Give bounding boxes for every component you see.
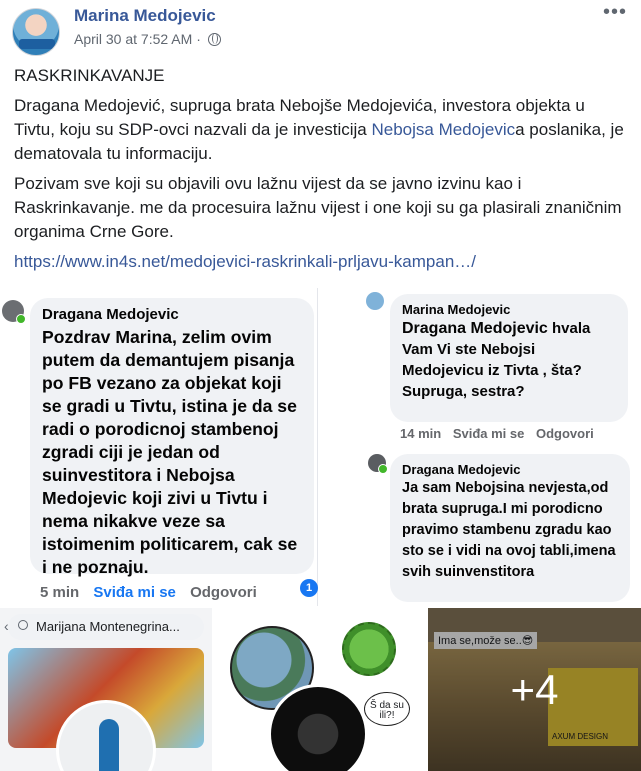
comment-bubble (30, 298, 314, 577)
post-paragraph-3: Pozivam sve koji su objavili ovu lažnu vijest da se javno izvinu kao i Raskrinkavanje. me da procesuira lažnu vijest i one koji su ga plasirali znaničnim organima Crne Gore. (14, 174, 622, 241)
like-button[interactable]: Sviđa mi se (452, 426, 525, 441)
commenter-name: Dragana Medojevic (42, 306, 179, 323)
like-button[interactable]: Sviđa mi se (93, 584, 176, 601)
reaction-badge[interactable]: 1 (300, 579, 318, 597)
virus-icon (342, 622, 396, 676)
speech-bubble: Š da su ili?! (364, 692, 410, 726)
comment-time: 14 min (400, 426, 442, 441)
commenter-avatar (2, 300, 24, 322)
post-heading: RASKRINKAVANJE (14, 66, 165, 85)
commenter-avatar (366, 292, 384, 310)
reply-button[interactable]: Odgovori (190, 584, 257, 601)
commenter-name: Dragana Medojevic (402, 462, 521, 477)
post-meta (74, 31, 221, 47)
profile-link[interactable]: Nebojsa Medojevic (371, 120, 516, 139)
comment-bubble (390, 454, 630, 602)
reply-button[interactable]: Odgovori (535, 426, 594, 441)
meta-separator: · (196, 31, 201, 47)
globe-icon[interactable] (208, 33, 221, 46)
comment-text: Dragana Medojevic hvala Vam Vi ste Nebojsi Medojevicu iz Tivta , šta? Supruga, sestra? (402, 320, 591, 400)
photo-tile-cartoon[interactable] (214, 608, 426, 771)
comment-text: Ja sam Nebojsina nevjesta,od brata supruga.I mi porodicno pravimo stambenu zgradu kao sto se i vidi na ovoj tabli,imena svih suinvenstitora (402, 480, 616, 580)
comment-bubble (390, 294, 628, 422)
profile-photo (268, 684, 368, 771)
post-timestamp[interactable]: April 30 at 7:52 AM (74, 31, 193, 47)
comment-time: 5 min (40, 584, 80, 601)
comment-screenshot-left[interactable] (0, 288, 318, 606)
photo-grid (0, 608, 641, 771)
sign-board: AXUM DESIGN (548, 668, 638, 746)
more-options-icon[interactable]: ••• (602, 1, 627, 23)
author-avatar[interactable] (12, 8, 60, 56)
commenter-name: Marina Medojevic (402, 302, 511, 317)
post-body (14, 64, 629, 280)
back-icon[interactable]: ‹ (4, 618, 9, 634)
search-bar[interactable]: ‹ Marijana Montenegrina... (8, 614, 204, 640)
search-icon (18, 620, 28, 630)
comment-actions (40, 584, 257, 601)
comment-text: Pozdrav Marina, zelim ovim putem da demantujem pisanja po FB vezano za objekat koji se gradi u Tivtu, istina je da se radi o porodicnoj stambenoj zgradi ciji je jedan od suinvestitora i Nebojsa Medojevic koji zivi u Tivtu i nema nikakve veze sa istoimenim politicarem, cak se i ne poznaju. (42, 327, 298, 577)
photo-caption: Ima se,može se..😎 (434, 632, 537, 649)
more-photos-overlay[interactable]: +4 (428, 608, 641, 771)
author-name[interactable]: Marina Medojevic (74, 6, 216, 25)
commenter-avatar (368, 454, 386, 472)
post-paragraph-2: Dragana Medojević, supruga brata Nebojše Medojevića, investora objekta u Tivtu, koju su SDP-ovci nazvali da je investicija Nebojsa Medojevica poslanika, je dematovala tu informaciju. (14, 96, 624, 163)
comment-screenshot-right[interactable] (322, 288, 641, 606)
mention-link[interactable]: Dragana Medojevic (402, 320, 548, 337)
post-header (12, 1, 629, 56)
external-link[interactable]: https://www.in4s.net/medojevici-raskrinkali-prljavu-kampan…/ (14, 252, 476, 271)
photo-tile-building[interactable] (428, 608, 641, 771)
comment-actions (400, 426, 594, 441)
photo-tile-profile[interactable] (0, 608, 212, 771)
